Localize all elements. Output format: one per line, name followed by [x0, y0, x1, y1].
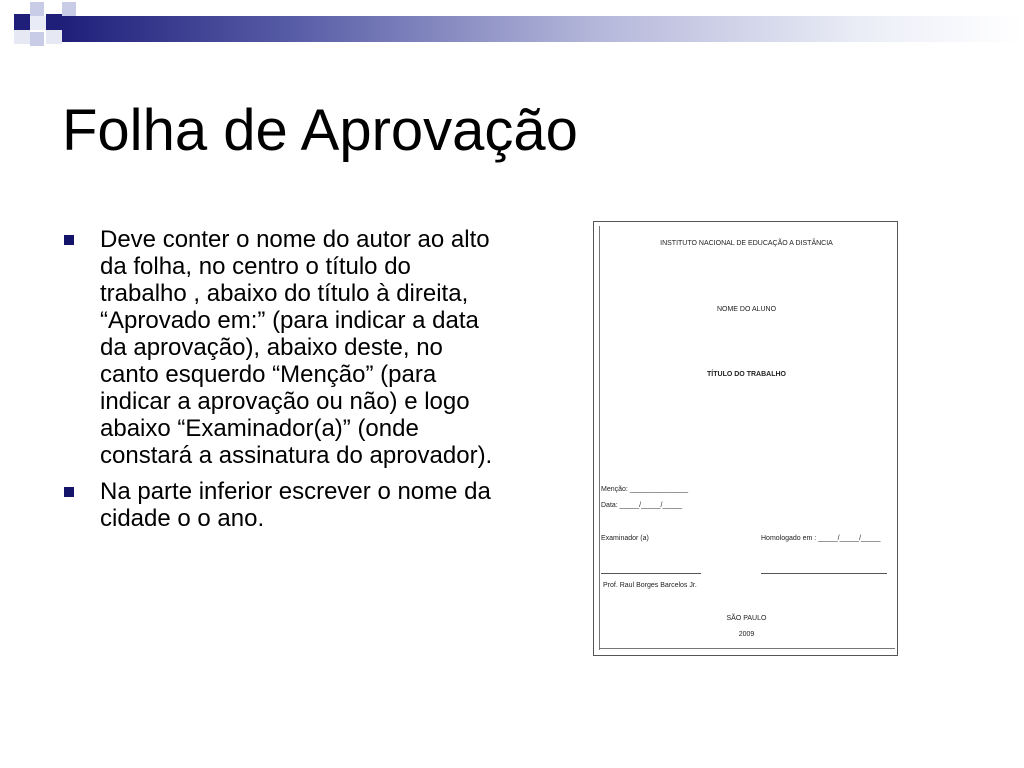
sheet-mention: Menção: _______________ [601, 486, 689, 493]
decor-square-icon [14, 30, 30, 44]
sheet-date: Data: _____/_____/_____ [601, 502, 682, 509]
homologation-signature-line [761, 573, 887, 574]
sheet-institution: INSTITUTO NACIONAL DE EDUCAÇÃO A DISTÂNCIA [660, 240, 833, 247]
slide-title: Folha de Aprovação [62, 98, 578, 163]
bullet-list [62, 226, 502, 541]
decor-square-icon [62, 2, 76, 16]
approval-sheet-image [593, 221, 898, 656]
bullet-item [62, 226, 502, 469]
bullet-text: Deve conter o nome do autor ao alto da folha, no centro o título do trabalho , abaixo do título à direita, “Aprovado em:” (para indicar a data da aprovação), abaixo deste, no canto esquerdo “Menção” (para indicar a aprovação ou não) e logo abaixo “Examinador(a)” (onde constará a assinatura do aprovador). [100, 226, 493, 469]
decor-square-icon [30, 32, 44, 46]
sheet-city: SÃO PAULO [726, 615, 767, 622]
sheet-examiner: Examinador (a) [601, 535, 649, 542]
bullet-text: Na parte inferior escrever o nome da cidade o o ano. [100, 478, 491, 532]
sheet-professor: Prof. Raul Borges Barcelos Jr. [603, 582, 697, 589]
decor-square-icon [14, 14, 30, 30]
decor-square-icon [46, 30, 62, 44]
sheet-bottom-line [599, 648, 895, 649]
sheet-student-name: NOME DO ALUNO [716, 306, 777, 313]
decor-square-icon [46, 14, 62, 30]
sheet-margin-line [599, 226, 600, 650]
examiner-signature-line [601, 573, 701, 574]
header-gradient-bar [62, 16, 1024, 42]
sheet-homologated: Homologado em : _____/_____/_____ [761, 535, 881, 542]
square-bullet-icon [64, 487, 74, 497]
bullet-item [62, 478, 502, 532]
square-bullet-icon [64, 235, 74, 245]
decor-square-icon [30, 16, 46, 30]
sheet-year: 2009 [738, 631, 755, 638]
decor-square-icon [30, 2, 44, 16]
sheet-work-title: TÍTULO DO TRABALHO [707, 371, 786, 378]
